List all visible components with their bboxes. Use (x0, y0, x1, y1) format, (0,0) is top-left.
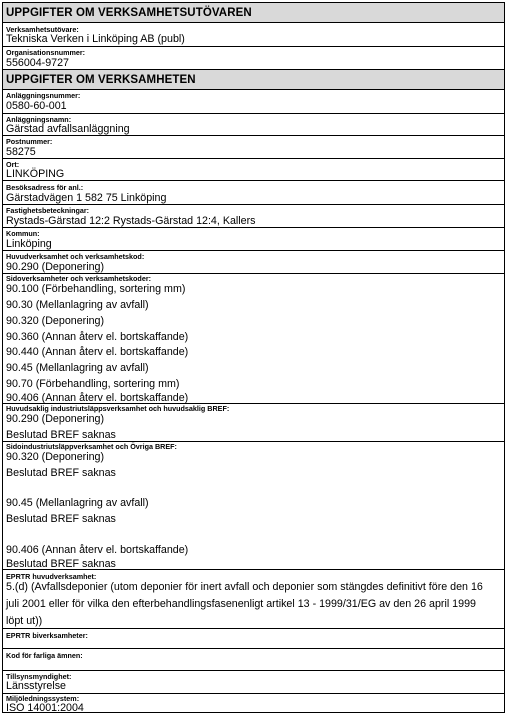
field-label: EPRTR biverksamheter: (6, 631, 88, 640)
field-ort (3, 159, 504, 181)
section-title: UPPGIFTER OM VERKSAMHETSUTÖVAREN (6, 7, 252, 19)
list-item: 90.30 (Mellanlagring av avfall) (6, 299, 149, 311)
field-label: EPRTR huvudverksamhet: (6, 572, 97, 581)
field-anlaggningsnummer (3, 90, 504, 114)
field-label: Anläggningsnummer: (6, 91, 81, 100)
bref-code: 90.45 (Mellanlagring av avfall) (6, 497, 149, 509)
field-value: Gärstadvägen 1 582 75 Linköping (6, 192, 167, 204)
field-eprtr-huvudverksamhet (3, 570, 504, 629)
field-farliga-amnen (3, 649, 504, 671)
field-value: Länsstyrelse (6, 680, 66, 692)
list-item: 90.406 (Annan återv el. bortskaffande) (6, 392, 189, 404)
bref-status: Beslutad BREF saknas (6, 513, 116, 525)
bref-status: Beslutad BREF saknas (6, 467, 116, 479)
field-value: Linköping (6, 238, 52, 250)
field-tillsynsmyndighet (3, 671, 504, 694)
list-item: 90.360 (Annan återv el. bortskaffande) (6, 331, 189, 343)
field-value: 0580-60-001 (6, 100, 67, 112)
field-label: Huvudverksamhet och verksamhetskod: (6, 252, 145, 261)
field-eprtr-biverksamheter (3, 629, 504, 649)
field-label: Miljöledningssystem: (6, 694, 80, 703)
field-kommun (3, 228, 504, 251)
field-label: Fastighetsbeteckningar: (6, 206, 90, 215)
field-anlaggningsnamn (3, 114, 504, 136)
field-value: Rystads-Gärstad 12:2 Rystads-Gärstad 12:4, Kallers (6, 215, 256, 227)
field-label: Sidoverksamheter och verksamhetskoder: (6, 274, 152, 283)
field-miljoledningssystem (3, 694, 504, 712)
field-postnummer (3, 136, 504, 159)
bref-status: Beslutad BREF saknas (6, 558, 116, 570)
field-value: 90.290 (Deponering) (6, 413, 105, 425)
field-huvudverksamhet (3, 251, 504, 274)
list-item: 90.440 (Annan återv el. bortskaffande) (6, 346, 189, 358)
bref-status: Beslutad BREF saknas (6, 429, 116, 441)
bref-code: 90.406 (Annan återv el. bortskaffande) (6, 544, 189, 556)
field-label: Sidoindustriutsläppverksamhet och Övriga BREF: (6, 442, 177, 451)
field-value: ISO 14001:2004 (6, 702, 84, 714)
field-label: Organisationsnummer: (6, 48, 86, 57)
field-label: Anläggningsnamn: (6, 115, 72, 124)
section-header-verksamhetsutovaren (3, 3, 504, 23)
list-item: 90.100 (Förbehandling, sortering mm) (6, 283, 186, 295)
field-besoksadress (3, 181, 504, 205)
field-value: 5.(d) (Avfallsdeponier (utom deponier för inert avfall och deponier som stängdes definitivt före den 16 juli 2001 eller för vilka den efterbehandlingsfasenenligt artikel 13 - 1999/31/EG av den 26 april 1999 löpt ut)) (6, 581, 483, 627)
section-title: UPPGIFTER OM VERKSAMHETEN (6, 74, 196, 86)
field-label: Ort: (6, 160, 20, 169)
field-sidoverksamheter (3, 274, 504, 404)
field-label: Besöksadress för anl.: (6, 183, 84, 192)
field-sido-bref (3, 442, 504, 570)
field-label: Postnummer: (6, 137, 53, 146)
list-item: 90.45 (Mellanlagring av avfall) (6, 362, 149, 374)
field-value: Gärstad avfallsanläggning (6, 123, 130, 135)
bref-code: 90.320 (Deponering) (6, 451, 105, 463)
field-label: Verksamhetsutövare: (6, 25, 79, 34)
field-value: LINKÖPING (6, 168, 65, 180)
field-label: Kod för farliga ämnen: (6, 651, 83, 660)
field-verksamhetsutovare (3, 23, 504, 47)
field-value: 58275 (6, 146, 36, 158)
field-fastighetsbeteckningar (3, 205, 504, 228)
field-label: Kommun: (6, 229, 40, 238)
field-organisationsnummer (3, 47, 504, 70)
list-item: 90.70 (Förbehandling, sortering mm) (6, 378, 180, 390)
list-item: 90.320 (Deponering) (6, 315, 105, 327)
section-header-verksamheten (3, 70, 504, 90)
field-label: Tillsynsmyndighet: (6, 672, 72, 681)
field-huvudsaklig-bref (3, 404, 504, 442)
field-label: Huvudsaklig industriutsläppsverksamhet och huvudsaklig BREF: (6, 404, 230, 413)
field-value: Tekniska Verken i Linköping AB (publ) (6, 33, 185, 45)
report-form (2, 2, 505, 713)
field-value: 556004-9727 (6, 57, 69, 69)
field-value: 90.290 (Deponering) (6, 261, 105, 273)
